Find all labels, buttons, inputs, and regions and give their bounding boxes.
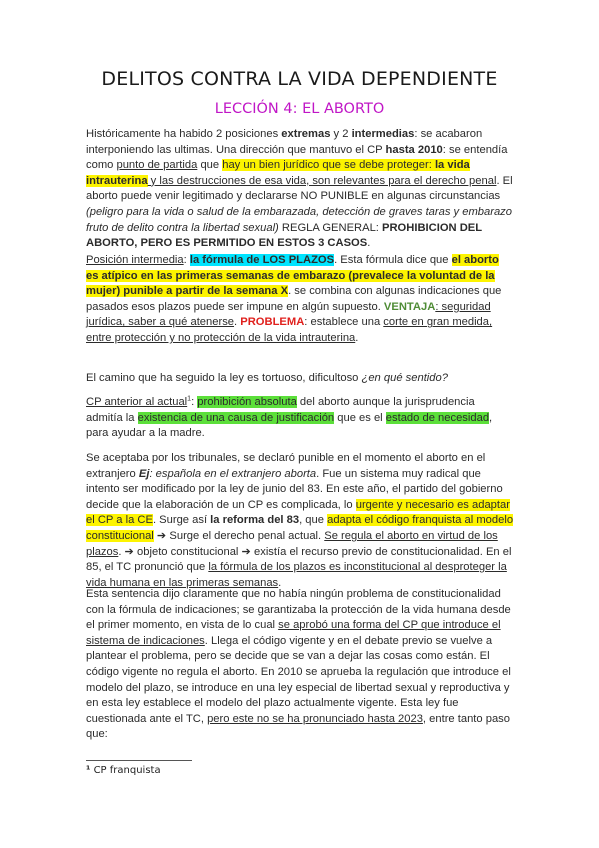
highlighted-text: urgente y necesario es adaptar el CP a la CE [86,498,510,527]
text-run: REGLA GENERAL: [278,221,383,234]
italic-text: ¿en qué sentido? [361,372,448,384]
text-run: , entre tanto paso que: [86,712,510,741]
text-run: , que [299,514,328,527]
paragraph-sentencia [86,587,514,743]
highlighted-text: existencia de una causa de justificación [137,411,335,424]
text-run: Esta sentencia dijo claramente que no había ningún problema de constitucionalidad con la fórmula de indicaciones; se garantizaba la protección de la vida humana desde el primer momento, en vista de lo cual [86,588,511,632]
text-run: : [183,254,190,266]
highlighted-bold-text: la fórmula de LOS PLAZOS [189,254,335,266]
underlined-text: pero este no se ha pronunciado hasta 2023 [207,712,423,725]
text-run: . Llega el código vigente y en el debate previo se vuelve a plantear el problema, pero se decide que se van a dejar las cosas como están. El código vigente no regula el aborto. En 2010 se aprueba la regulación que introduce el modelo del plazo, se introduce en una ley especial de libertad sexual y reproductiva y en esta ley establece el modelo del plazo actualmente vigente. Esta ley fue cuestionada ante el TC, [86,634,511,725]
bold-text: extremas [281,128,331,140]
italic-text: (peligro para la vida o salud de la embarazada, detección de graves taras y embarazo fruto de delito contra la libertad sexual) [86,205,512,234]
text-run: , para ayudar a la madre. [86,411,493,440]
underlined-text: punto de partida [116,159,198,172]
text-run: . Surge así [152,514,211,527]
bold-text: la reforma del 83 [210,514,300,527]
footnote-divider [86,760,192,761]
text-run: que es el [334,411,386,424]
bold-text: PROHIBICION DEL ABORTO, PERO ES PERMITIDO EN ESTOS 3 CASOS [86,221,482,250]
highlighted-text: prohibición absoluta [197,396,297,408]
underlined-text: CP anterior al actual [86,396,188,408]
text-run: . ➔ objeto constitucional ➔ existía el recurso previo de constitucionalidad. En el 85, el TC pronunció que [86,545,512,574]
underlined-text: Posición intermedia [86,254,184,266]
underlined-text: Se regula el aborto en virtud de los plazos [86,529,498,558]
footnote-number: ¹ [86,765,91,776]
text-run: . [355,331,359,344]
bold-text: hasta 2010 [385,143,443,156]
paragraph-camino [86,371,514,387]
highlighted-text: adapta el código franquista al modelo constitucional [86,514,514,542]
paragraph-tribunales [86,451,514,591]
text-run: : se entendía como [86,143,508,172]
text-run: . [234,316,241,329]
ventaja-label: VENTAJA [383,300,436,313]
paragraph-cp-anterior [86,395,514,442]
text-run: El camino que ha seguido la ley es tortuoso, dificultoso [86,372,362,384]
highlighted-bold-text: la vida intrauterina [86,159,470,187]
paragraph-posicion-intermedia [86,253,514,347]
text-run: . [367,237,371,250]
underlined-text: y las destrucciones de esa vida, son relevantes para el derecho penal [147,174,497,187]
underlined-text: la fórmula de los plazos es inconstitucional al desproteger la vida humana en las primeras semanas [86,561,507,589]
text-run: Históricamente ha habido 2 posiciones [86,128,282,140]
bold-text: intermedias [351,128,415,140]
highlighted-text: hay un bien jurídico que se debe proteger: [222,159,435,172]
example-label: Ej [138,467,150,480]
text-run: . El aborto puede venir legitimado y declararse NO PUNIBLE en algunas circunstancias [86,174,513,203]
footnote [86,765,161,776]
underlined-text: corte en gran medida, entre protección y no protección de la vida intrauterina [86,316,493,344]
text-run: : [191,396,198,408]
text-run: . Fue un sistema muy radical que intento ser modificado por la ley de junio del 83. En este año, el partido del gobierno decide que la elaboración de un CP es complicada, lo [86,467,503,511]
italic-text: : española en el extranjero aborta [149,467,317,480]
lesson-subtitle: LECCIÓN 4: EL ABORTO [214,101,385,117]
text-run: Se aceptaba por los tribunales, se declaró punible en el momento el aborto en el extranjero [86,452,486,480]
text-run: : establece una [304,316,384,329]
footnote-ref[interactable]: 1 [187,395,192,403]
problema-label: PROBLEMA [240,316,305,329]
text-run: ➔ Surge el derecho penal actual. [153,529,325,542]
text-run: y 2 [330,128,352,140]
text-run: . [278,576,282,589]
underlined-text: : seguridad jurídica, saber a qué atenerse [86,300,491,329]
text-run: del aborto aunque la jurisprudencia admitía la [86,396,475,424]
text-run: . se combina con algunas indicaciones que pasados esos plazos puede ser impune en algún supuesto. [86,285,502,313]
footnote-text: CP franquista [90,765,161,776]
paragraph-posiciones [86,127,514,252]
underlined-text: se aprobó una forma del CP que introduce el sistema de indicaciones [86,619,501,647]
highlighted-bold-text: el aborto es atípico en las primeras semanas de embarazo (prevalece la voluntad de la mujer) punible a partir de la semana X [86,254,499,298]
highlighted-text: estado de necesidad [385,411,490,424]
text-run: . Esta fórmula dice que [334,254,452,266]
page-title: DELITOS CONTRA LA VIDA DEPENDIENTE [101,68,498,90]
text-run: : se acabaron interponiendo las ultimas. Una dirección que mantuvo el CP [86,128,483,156]
text-run: que [197,159,223,172]
